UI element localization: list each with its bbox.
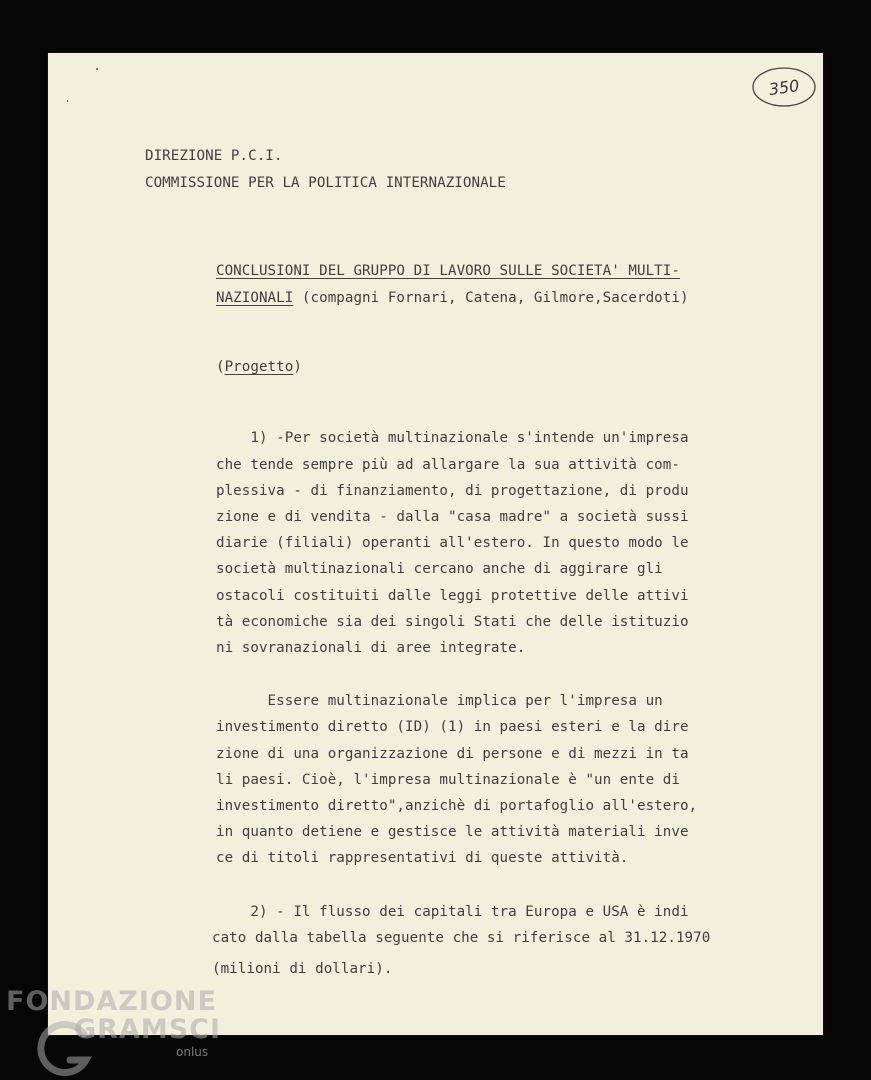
paragraph-line: in quanto detiene e gestisce le attività materiali inve [216,824,689,840]
header-line-2: COMMISSIONE PER LA POLITICA INTERNAZIONALE [145,175,506,191]
paragraph-line: 1) -Per società multinazionale s'intende un'impresa [216,430,689,446]
status-close-paren: ) [293,359,302,375]
title-line-1: CONCLUSIONI DEL GRUPPO DI LAVORO SULLE SOCIETA' MULTI- [216,263,680,279]
paragraph-line: zione e di vendita - dalla "casa madre" a società sussi [216,509,689,525]
paragraph-line: 2) - Il flusso dei capitali tra Europa e USA è indi [216,904,689,920]
paragraph-line: ostacoli costituiti dalle leggi protettive delle attivi [216,588,689,604]
paragraph-line: plessiva - di finanziamento, di progettazione, di produ [216,483,689,499]
status-open-paren: ( [216,359,225,375]
paragraph-line: cato dalla tabella seguente che si riferisce al 31.12.1970 [212,930,711,946]
status-text: Progetto [224,359,294,375]
title-line-2-rest: (compagni Fornari, Catena, Gilmore,Sacerdoti) [293,290,689,306]
status-label [216,358,302,376]
paragraph-line: società multinazionali cercano anche di aggirare gli [216,561,663,577]
paper-speck [96,68,98,70]
paragraph-line: che tende sempre più ad allargare la sua attività com- [216,457,680,473]
stamp-number: 350 [767,75,801,99]
paragraph-line: Essere multinazionale implica per l'impresa un [216,693,663,709]
paragraph-line: zione di una organizzazione di persone e di mezzi in ta [216,746,689,762]
page-number-stamp [749,65,819,109]
paragraph-line: ce di titoli rappresentativi di queste attività. [216,850,629,866]
paragraph-line: tà economiche sia dei singoli Stati che delle istituzio [216,614,689,630]
paragraph-line: investimento diretto (ID) (1) in paesi esteri e la dire [216,719,689,735]
watermark-onlus: onlus [176,1045,209,1059]
paragraph-line: diarie (filiali) operanti all'estero. In questo modo le [216,535,689,551]
paragraph-line: investimento diretto",anzichè di portafoglio all'estero, [216,798,698,814]
paragraph-line: (milioni di dollari). [212,961,393,977]
watermark-title: FONDAZIONE [6,986,217,1017]
paragraph-line: li paesi. Cioè, l'impresa multinazionale è "un ente di [216,772,680,788]
title-line-2-underlined: NAZIONALI [216,290,294,306]
header-line-1: DIREZIONE P.C.I. [145,148,283,164]
title-line-2 [216,289,689,307]
paragraph-line: ni sovranazionali di aree integrate. [216,640,526,656]
watermark-subtitle: GRAMSCI [74,1014,222,1045]
document-page [48,53,823,1035]
paper-speck [67,100,68,102]
